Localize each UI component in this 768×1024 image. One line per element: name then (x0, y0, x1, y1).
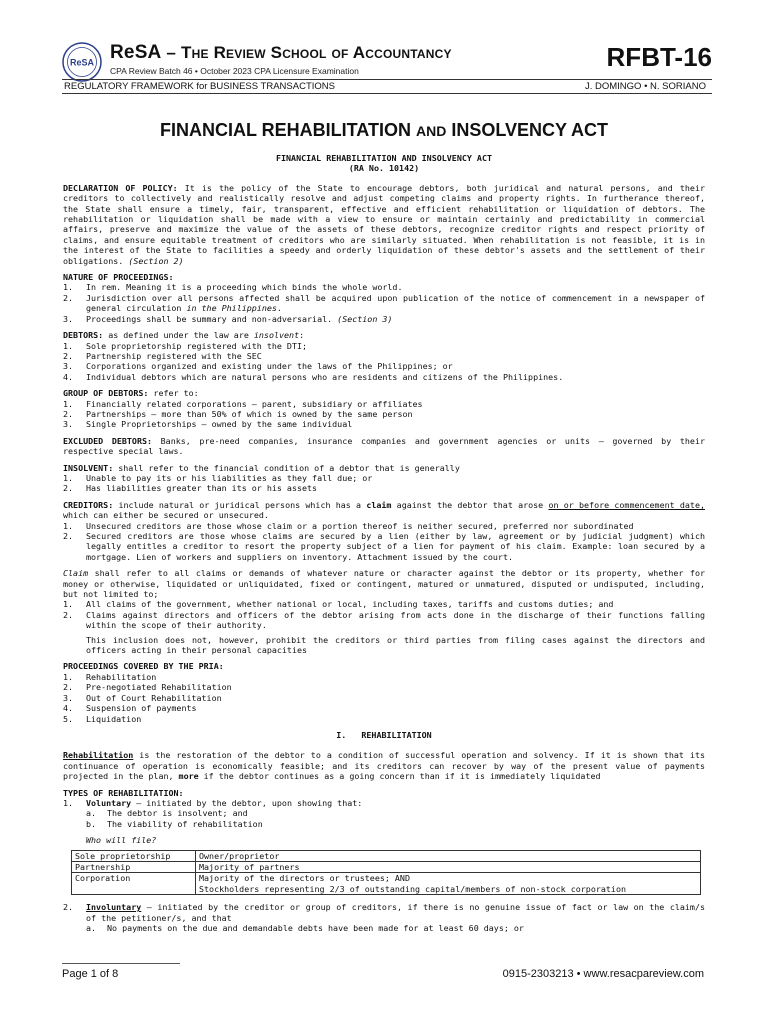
group-list (63, 399, 705, 430)
logo-text: ReSA (69, 57, 95, 68)
list-num: 3. (63, 419, 74, 430)
creditors-claim: claim (366, 499, 392, 510)
list-text: Single Proprietorships – owned by the same individual (86, 419, 353, 430)
list-item (63, 314, 705, 324)
list-item (63, 672, 705, 682)
list-italic: (Section 3) (337, 313, 393, 324)
list-text: Pre-negotiated Rehabilitation (86, 682, 232, 693)
list-item (63, 610, 705, 631)
creditors-date: on or before commencement date, (548, 499, 706, 510)
list-item (63, 473, 705, 483)
list-text: Unable to pay its or his liabilities as they fall due; or (86, 472, 373, 483)
list-text: Secured creditors are those whose claims are secured by a lien (either by law, agreement or by judicial judgment) which legally entitles a creditor to resort the property subject of a lien for payment of his claim. Example: loan secured by a mortgage. Lien of workers and suppliers on inventory. Attachment issued by the court. (86, 531, 705, 562)
list-item (63, 293, 705, 314)
debtors-intro: as defined under the law are (103, 330, 254, 341)
resa-logo-icon (62, 42, 102, 82)
title-part1: FINANCIAL REHABILITATION (159, 120, 416, 140)
who-will-file (63, 835, 705, 845)
involuntary-head: Involuntary (86, 902, 142, 913)
creditors-a: include natural or juridical persons which has a (113, 499, 367, 510)
list-text: Suspension of payments (86, 703, 197, 714)
claim-text: shall refer to all claims or demands of whatever nature or character against the debtor or its property, whether for money or otherwise, liquidated or unliquidated, fixed or contingent, matured or unmatured, disputed or undisputed, including, but not limited to; (63, 568, 705, 600)
section-heading-rehabilitation: I. REHABILITATION (336, 729, 432, 740)
excluded-debtors (63, 436, 705, 457)
list-num: 1. (63, 472, 74, 483)
list-item (63, 351, 705, 361)
list-item (63, 341, 705, 351)
list-num: 2. (63, 292, 74, 303)
act-ra-number: (RA No. 10142) (348, 163, 420, 174)
involuntary-text: – initiated by the creditor or group of creditors, if there is no genuine issue of fact or law on the claim/s of the petitioner/s, and that (86, 902, 705, 923)
rehabilitation-definition (63, 750, 705, 781)
policy-ref: (Section 2) (128, 255, 184, 266)
page-number: Page 1 of 8 (62, 968, 119, 980)
list-item (63, 372, 705, 382)
list-num: 3. (63, 313, 74, 324)
list-text: Claims against directors and officers of the debtor arising from acts done in the discharge of their functions falling within the scope of their authority. (86, 609, 705, 631)
sub-text: No payments on the due and demandable debts have been made for at least 60 days; or (107, 923, 524, 933)
types-heading: TYPES OF REHABILITATION: (63, 787, 184, 798)
involuntary-item (63, 902, 705, 923)
footer-divider (62, 963, 180, 964)
list-text: Partnership registered with the SEC (86, 350, 262, 361)
list-text: Individual debtors which are natural persons who are residents and citizens of the Philippines. (86, 371, 564, 382)
list-text: In rem. Meaning it is a proceeding which binds the whole world. (86, 282, 403, 293)
list-num: 1. (63, 340, 74, 351)
sub-item (63, 923, 705, 933)
rehab-more: more (178, 771, 199, 782)
list-item (63, 282, 705, 292)
list-num: 3. (63, 692, 74, 703)
insolvent-text: shall refer to the financial condition of a debtor that is generally (113, 462, 460, 473)
list-num: 2. (63, 408, 74, 419)
table-cell: Majority of partners (196, 861, 701, 872)
excluded-head: EXCLUDED DEBTORS: (63, 435, 153, 446)
list-num: 1. (63, 671, 74, 682)
list-text: Rehabilitation (86, 671, 157, 682)
table-cell (196, 873, 701, 895)
contact-info: 0915-2303213 • www.resacpareview.com (502, 968, 704, 980)
sub-item (63, 819, 705, 829)
list-text: Corporations organized and existing under the laws of the Philippines; or (86, 361, 453, 372)
list-text: Liquidation (86, 713, 142, 724)
policy-text: It is the policy of the State to encourage debtors, both juridical and natural persons, and their creditors to collectively and realistically resolve and adjust competing claims and property rights. In furtherance thereof, the State shall ensure a timely, fair, transparent, effective and efficient rehabilitation or liquidation of debtors. The rehabilitation or liquidation shall be made with a view to ensure or maintain certainly and predictability in commercial affairs, preserve and maximize the value of the assets of these debtors, recognize creditor rights and respect priority of claims, and ensure equitable treatment of creditors who are similarly situated. When rehabilitation is not feasible, it is in the interest of the State to facilities a speedy and orderly liquidation of these debtor's assets and the settlement of their obligations. (63, 182, 705, 266)
rehab-b: if the debtor continues as a going concern than if it is immediately liquidated (198, 771, 601, 782)
pria-heading: PROCEEDINGS COVERED BY THE PRIA: (63, 661, 224, 672)
list-num: 4. (63, 703, 74, 714)
list-num: 2. (63, 531, 74, 541)
insolvent-list (63, 473, 705, 494)
creditors-paragraph (63, 500, 705, 521)
list-text: Partnerships – more than 50% of which is owned by the same person (86, 408, 413, 419)
list-num: 2. (63, 350, 74, 361)
list-text: All claims of the government, whether national or local, including taxes, tariffs and customs duties; and (86, 599, 614, 610)
list-text: Jurisdiction over all persons affected shall be acquired upon publication of the notice of commencement in a newspaper of general circulation (86, 292, 705, 314)
batch-info: CPA Review Batch 46 • October 2023 CPA Licensure Examination (110, 66, 359, 76)
list-num: 1. (63, 797, 74, 808)
sub-num: a. (86, 923, 97, 933)
brand-resa: ReSA (110, 42, 162, 63)
claim-list (63, 599, 705, 630)
list-item (63, 714, 705, 724)
nature-list (63, 282, 705, 324)
table-row (72, 873, 701, 895)
table-cell: Partnership (72, 861, 196, 872)
table-cell: Owner/proprietor (196, 850, 701, 861)
table-cell-line: Stockholders representing 2/3 of outstanding capital/members of non-stock corporation (199, 883, 626, 894)
list-item (63, 399, 705, 409)
table-row (72, 861, 701, 872)
table-cell-line: Majority of the directors or trustees; AND (199, 873, 410, 884)
claim-note: This inclusion does not, however, prohibit the creditors or third parties from filing cases against the directors and officers acting in their personal capacities (86, 634, 705, 656)
voluntary-item (63, 798, 705, 808)
insolvent-head: INSOLVENT: (63, 462, 114, 473)
sub-num: b. (86, 818, 97, 829)
page-title (0, 120, 768, 141)
list-item (63, 599, 705, 609)
brand-dash: – (161, 43, 181, 62)
voluntary-head: Voluntary (86, 797, 132, 808)
rehab-word: Rehabilitation (63, 750, 134, 761)
list-num: 2. (63, 483, 74, 494)
document-code: RFBT-16 (606, 42, 712, 72)
nature-heading: NATURE OF PROCEEDINGS: (63, 272, 174, 283)
group-head: GROUP OF DEBTORS: (63, 388, 149, 399)
list-text: Proceedings shall be summary and non-adversarial. (86, 313, 338, 324)
list-item (63, 409, 705, 419)
act-title: FINANCIAL REHABILITATION AND INSOLVENCY ACT (275, 153, 492, 163)
list-text: Financially related corporations – parent, subsidiary or affiliates (86, 398, 423, 409)
page-footer (62, 963, 712, 981)
excluded-text: Banks, pre-need companies, insurance companies and government agencies or units – governed by their respective special laws. (63, 435, 705, 457)
list-text: Unsecured creditors are those whose claim or a portion thereof is neither secured, preferred nor subordinated (86, 520, 634, 531)
sub-text: The debtor is insolvent; and (107, 808, 248, 819)
list-item (63, 682, 705, 692)
list-num: 2. (63, 682, 74, 693)
debtors-heading (63, 330, 705, 340)
list-text: Has liabilities greater than its or his assets (86, 483, 318, 494)
list-italic: in the Philippines (186, 303, 277, 314)
list-item (63, 521, 705, 531)
title-and: AND (415, 123, 447, 139)
pria-list (63, 672, 705, 724)
list-num: 3. (63, 361, 74, 372)
list-text: Sole proprietorship registered with the DTI; (86, 340, 308, 351)
subject-bar (62, 79, 712, 94)
list-text: Out of Court Rehabilitation (86, 692, 222, 703)
sub-num: a. (86, 808, 97, 819)
debtors-intro-end: : (299, 330, 305, 341)
table-cell: Corporation (72, 873, 196, 895)
debtors-intro-italic: insolvent (253, 330, 300, 341)
list-num: 1. (63, 282, 74, 293)
list-num: 2. (63, 609, 74, 620)
brand-title (110, 42, 452, 64)
subject-title: REGULATORY FRAMEWORK for BUSINESS TRANSACTIONS (64, 81, 335, 92)
list-item (63, 483, 705, 493)
list-num: 4. (63, 371, 74, 382)
rehab-a: is the restoration of the debtor to a condition of successful operation and solvency. If it is shown that its continuance of operation is economically feasible; and its creditors can recover by way of the present value of payments projected in the plan, (63, 750, 705, 782)
debtors-list (63, 341, 705, 383)
title-part2: INSOLVENCY ACT (446, 120, 608, 140)
list-num: 1. (63, 520, 74, 531)
list-item (63, 703, 705, 713)
group-heading (63, 388, 705, 398)
claim-word: Claim (63, 568, 89, 579)
list-num: 2. (63, 902, 74, 913)
claim-paragraph (63, 568, 705, 599)
voluntary-text: – initiated by the debtor, upon showing that: (131, 797, 363, 808)
group-intro: refer to: (148, 388, 199, 399)
table-cell: Sole proprietorship (72, 850, 196, 861)
brand-school: The Review School of Accountancy (181, 43, 452, 62)
list-end: . (276, 303, 282, 314)
declaration-of-policy (63, 183, 705, 266)
list-item (63, 693, 705, 703)
table-row (72, 850, 701, 861)
document-body (63, 153, 705, 933)
list-num: 1. (63, 398, 74, 409)
sub-item (63, 808, 705, 818)
list-num: 5. (63, 713, 74, 724)
creditors-c: against the debtor that arose (391, 499, 549, 510)
who-will-file-table (71, 850, 701, 896)
list-item (63, 531, 705, 562)
who-file-label: Who will file? (86, 835, 157, 846)
list-num: 1. (63, 599, 74, 610)
list-item (63, 361, 705, 371)
creditors-list (63, 521, 705, 563)
authors: J. DOMINGO • N. SORIANO (584, 81, 706, 92)
creditors-e: which can either be secured or unsecured. (63, 510, 269, 521)
creditors-head: CREDITORS: (63, 499, 114, 510)
insolvent-heading (63, 463, 705, 473)
policy-heading: DECLARATION OF POLICY: (63, 182, 178, 193)
sub-text: The viability of rehabilitation (107, 818, 263, 829)
debtors-head: DEBTORS: (63, 330, 104, 341)
list-item (63, 419, 705, 429)
